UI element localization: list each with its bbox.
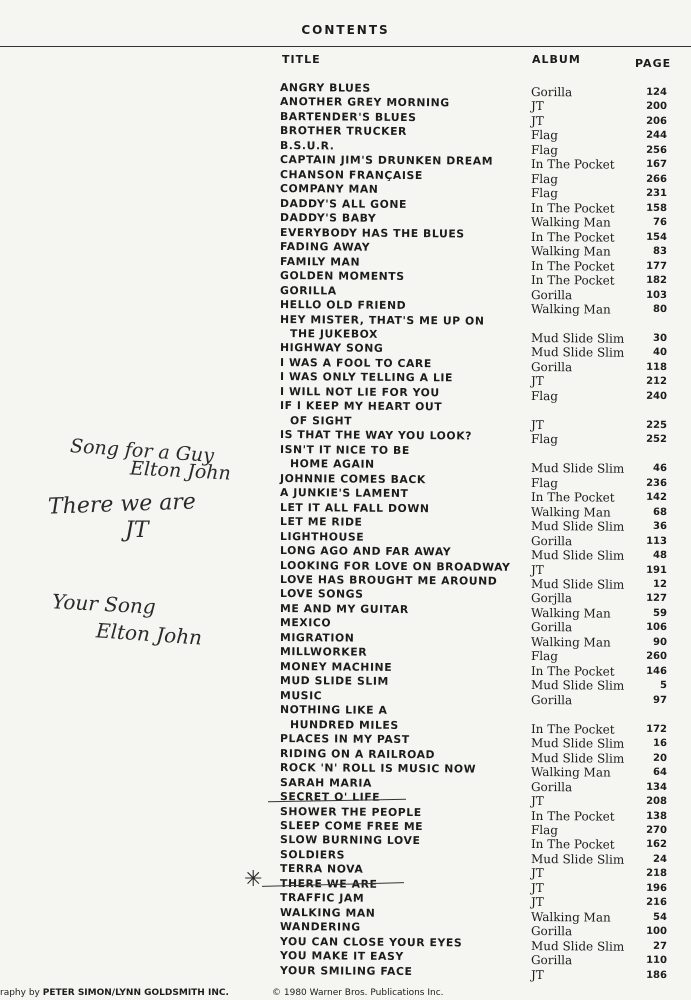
song-title: DADDY'S ALL GONE bbox=[279, 196, 408, 211]
song-title: CAPTAIN JIM'S DRUNKEN DREAM bbox=[279, 153, 494, 169]
page-number: 12 bbox=[653, 578, 668, 591]
song-title: IS THAT THE WAY YOU LOOK? bbox=[279, 428, 473, 443]
page-number: 154 bbox=[646, 231, 668, 243]
song-title: RIDING ON A RAILROAD bbox=[279, 746, 436, 761]
song-title: A JUNKIE'S LAMENT bbox=[279, 486, 409, 501]
album-name: Walking Man bbox=[530, 634, 611, 650]
album-name: In The Pocket bbox=[530, 157, 615, 172]
album-name: Mud Slide Slim bbox=[530, 678, 625, 693]
album-name: Mud Slide Slim bbox=[530, 576, 625, 592]
page-number: 124 bbox=[646, 86, 668, 99]
song-title: GORILLA bbox=[279, 283, 337, 298]
page-number: 146 bbox=[646, 665, 668, 677]
page-number: 40 bbox=[653, 347, 668, 359]
song-title: I WAS A FOOL TO CARE bbox=[279, 355, 432, 371]
song-title: WALKING MAN bbox=[279, 905, 376, 920]
song-title: BARTENDER'S BLUES bbox=[279, 109, 417, 125]
page-number: 110 bbox=[646, 955, 668, 967]
album-name: Walking Man bbox=[530, 605, 611, 621]
song-title: LOOKING FOR LOVE ON BROADWAY bbox=[279, 558, 511, 574]
album-name: Walking Man bbox=[530, 909, 611, 925]
album-name: JT bbox=[530, 99, 544, 114]
song-title: SECRET O' LIFE bbox=[279, 790, 381, 804]
page-number: 196 bbox=[646, 882, 668, 894]
page-number: 97 bbox=[653, 694, 668, 706]
album-name: Gorilla bbox=[530, 779, 573, 794]
song-title: ISN'T IT NICE TO BE bbox=[279, 442, 410, 457]
album-name: JT bbox=[530, 113, 544, 129]
album-name: Gorilla bbox=[530, 953, 573, 968]
song-title: GOLDEN MOMENTS bbox=[279, 269, 405, 284]
page-number: 218 bbox=[646, 868, 668, 880]
album-name: JT bbox=[530, 967, 544, 982]
page-number: 260 bbox=[646, 651, 668, 663]
album-name: JT bbox=[530, 562, 544, 577]
column-header-page: PAGE bbox=[635, 57, 672, 70]
page-number: 158 bbox=[646, 202, 668, 214]
page-number: 244 bbox=[646, 130, 668, 142]
album-name: Flag bbox=[530, 128, 559, 143]
song-title: SARAH MARIA bbox=[279, 775, 373, 790]
header-rule bbox=[0, 46, 691, 47]
song-title: HEY MISTER, THAT'S ME UP ON bbox=[279, 312, 485, 328]
page-number: 68 bbox=[653, 506, 668, 518]
handwritten-note-line-5: Your Song bbox=[51, 589, 157, 619]
page-number: 83 bbox=[653, 246, 668, 258]
song-title: HUNDRED MILES bbox=[289, 717, 399, 732]
album-name: Walking Man bbox=[530, 215, 611, 230]
pen-asterisk-mark: ✳ bbox=[244, 867, 263, 892]
page-number: 118 bbox=[646, 361, 668, 373]
song-title: SLEEP COME FREE ME bbox=[279, 818, 424, 834]
song-title: EVERYBODY HAS THE BLUES bbox=[279, 225, 465, 241]
song-title: MEXICO bbox=[279, 616, 332, 630]
album-name: Gorilla bbox=[530, 533, 573, 548]
album-name: Mud Slide Slim bbox=[530, 461, 625, 476]
album-name: Mud Slide Slim bbox=[530, 938, 625, 954]
song-title: LOVE SONGS bbox=[279, 587, 364, 602]
contents-heading: CONTENTS bbox=[301, 23, 390, 37]
page-number: 46 bbox=[653, 463, 668, 475]
song-title: SLOW BURNING LOVE bbox=[279, 833, 421, 848]
song-title: ME AND MY GUITAR bbox=[279, 601, 409, 616]
album-name: Gorilla bbox=[530, 287, 573, 302]
page-number: 59 bbox=[653, 607, 668, 619]
page-number: 167 bbox=[646, 159, 668, 171]
page-number: 191 bbox=[646, 564, 668, 576]
album-name: JT bbox=[530, 866, 544, 881]
song-title: CHANSON FRANÇAISE bbox=[279, 167, 423, 182]
song-title: I WILL NOT LIE FOR YOU bbox=[279, 384, 440, 400]
album-name: In The Pocket bbox=[530, 273, 615, 288]
song-title: COMPANY MAN bbox=[279, 182, 379, 197]
album-name: Mud Slide Slim bbox=[530, 330, 625, 346]
album-name: Mud Slide Slim bbox=[530, 736, 625, 751]
page-number: 27 bbox=[653, 940, 668, 952]
page-number: 212 bbox=[646, 376, 668, 388]
song-title: MUD SLIDE SLIM bbox=[279, 674, 389, 689]
page-number: 48 bbox=[653, 549, 668, 562]
page-number: 20 bbox=[653, 752, 668, 764]
song-title: LIGHTHOUSE bbox=[279, 529, 365, 544]
page-number: 208 bbox=[646, 795, 668, 808]
album-name: Gorilla bbox=[530, 692, 573, 708]
song-title: MILLWORKER bbox=[279, 645, 368, 660]
song-title: MONEY MACHINE bbox=[279, 659, 393, 674]
album-name: In The Pocket bbox=[530, 837, 615, 853]
song-title: ANOTHER GREY MORNING bbox=[279, 95, 450, 110]
album-name: Mud Slide Slim bbox=[530, 851, 625, 867]
album-name: Walking Man bbox=[530, 765, 611, 780]
album-name: Mud Slide Slim bbox=[530, 345, 625, 361]
page-number: 252 bbox=[646, 434, 668, 446]
handwritten-note-line-6: Elton John bbox=[95, 618, 203, 650]
album-name: JT bbox=[530, 880, 544, 895]
song-title: SOLDIERS bbox=[279, 847, 346, 862]
column-header-title: TITLE bbox=[282, 53, 321, 66]
song-title: IF I KEEP MY HEART OUT bbox=[279, 399, 443, 414]
page-number: 106 bbox=[646, 622, 668, 634]
song-title: B.S.U.R. bbox=[279, 138, 335, 153]
song-title: FADING AWAY bbox=[279, 240, 371, 254]
page-number: 16 bbox=[653, 738, 668, 750]
handwritten-note-line-4: JT bbox=[125, 518, 149, 543]
song-title: ANGRY BLUES bbox=[279, 81, 371, 95]
page-number: 142 bbox=[646, 492, 668, 504]
song-title: JOHNNIE COMES BACK bbox=[279, 471, 426, 486]
album-name: In The Pocket bbox=[530, 808, 615, 824]
page-number: 24 bbox=[653, 853, 668, 865]
page-number: 177 bbox=[646, 260, 668, 272]
album-name: Flag bbox=[530, 171, 559, 186]
album-name: Mud Slide Slim bbox=[530, 519, 625, 534]
song-title: YOU CAN CLOSE YOUR EYES bbox=[279, 934, 463, 950]
song-title: SHOWER THE PEOPLE bbox=[279, 804, 422, 819]
song-title: THE JUKEBOX bbox=[289, 327, 379, 341]
album-name: Walking Man bbox=[530, 244, 611, 259]
album-name: Flag bbox=[530, 142, 559, 158]
song-title: FAMILY MAN bbox=[279, 254, 361, 269]
handwritten-note-line-3: There we are bbox=[47, 489, 197, 520]
photo-credit-prefix: raphy by bbox=[0, 988, 43, 998]
copyright-notice: © 1980 Warner Bros. Publications Inc. bbox=[272, 988, 444, 998]
album-name: In The Pocket bbox=[530, 200, 615, 216]
song-title: LET IT ALL FALL DOWN bbox=[279, 500, 430, 515]
album-name: Gorilla bbox=[530, 924, 573, 939]
handwritten-note-line-1: Song for a Guy bbox=[69, 435, 215, 467]
album-name: Flag bbox=[530, 388, 559, 404]
page-number: 100 bbox=[646, 926, 668, 938]
page-number: 36 bbox=[653, 521, 668, 533]
album-name: In The Pocket bbox=[530, 490, 615, 505]
album-name: Mud Slide Slim bbox=[530, 750, 625, 766]
song-title: YOU MAKE IT EASY bbox=[279, 949, 404, 964]
photo-credit bbox=[0, 988, 229, 998]
album-name: Flag bbox=[530, 475, 559, 490]
page-number: 200 bbox=[646, 101, 668, 113]
album-name: JT bbox=[530, 793, 544, 809]
song-title: I WAS ONLY TELLING A LIE bbox=[279, 370, 454, 385]
song-title: BROTHER TRUCKER bbox=[279, 124, 408, 139]
page-number: 182 bbox=[646, 274, 668, 287]
page-number: 103 bbox=[646, 289, 668, 301]
album-name: Gorjlla bbox=[530, 591, 573, 606]
page-number: 172 bbox=[646, 723, 668, 735]
song-title: YOUR SMILING FACE bbox=[279, 963, 413, 978]
song-title: ROCK 'N' ROLL IS MUSIC NOW bbox=[279, 761, 477, 776]
page-number: 76 bbox=[653, 217, 668, 229]
song-title: WANDERING bbox=[279, 920, 361, 934]
album-name: In The Pocket bbox=[530, 663, 615, 679]
song-title: THERE WE ARE bbox=[279, 876, 378, 891]
album-name: JT bbox=[530, 374, 544, 389]
song-title: DADDY'S BABY bbox=[279, 211, 377, 225]
column-header-album: ALBUM bbox=[532, 53, 581, 66]
album-name: Mud Slide Slim bbox=[530, 548, 625, 563]
album-name: Gorilla bbox=[530, 620, 573, 635]
song-title: NOTHING LIKE A bbox=[279, 703, 388, 718]
page-number: 216 bbox=[646, 897, 668, 909]
page-number: 206 bbox=[646, 115, 668, 127]
album-name: Flag bbox=[530, 649, 559, 664]
album-name: Walking Man bbox=[530, 302, 611, 317]
page-number: 256 bbox=[646, 144, 668, 156]
album-name: Gorilla bbox=[530, 359, 573, 375]
page-number: 64 bbox=[653, 767, 668, 779]
album-name: Walking Man bbox=[530, 504, 611, 520]
page-number: 240 bbox=[646, 390, 668, 402]
album-name: Gorilla bbox=[530, 84, 573, 100]
album-name: In The Pocket bbox=[530, 258, 615, 274]
song-title: LET ME RIDE bbox=[279, 515, 363, 529]
song-title: LOVE HAS BROUGHT ME AROUND bbox=[279, 572, 498, 588]
page-number: 270 bbox=[646, 824, 668, 837]
album-name: In The Pocket bbox=[530, 721, 615, 737]
page-number: 162 bbox=[646, 839, 668, 851]
page-number: 266 bbox=[646, 173, 668, 185]
page-number: 90 bbox=[653, 636, 668, 648]
page-number: 80 bbox=[653, 303, 668, 316]
page-number: 138 bbox=[646, 810, 668, 822]
page-number: 54 bbox=[653, 911, 668, 923]
page-number: 225 bbox=[646, 419, 668, 431]
song-title: TERRA NOVA bbox=[279, 862, 364, 877]
song-title: TRAFFIC JAM bbox=[279, 891, 365, 905]
song-title: LONG AGO AND FAR AWAY bbox=[279, 544, 452, 559]
album-name: In The Pocket bbox=[530, 229, 615, 245]
song-title: HIGHWAY SONG bbox=[279, 341, 384, 356]
song-title: MIGRATION bbox=[279, 630, 355, 645]
album-name: Flag bbox=[530, 186, 559, 201]
page-number: 186 bbox=[646, 969, 668, 981]
album-name: Flag bbox=[530, 432, 559, 447]
album-name: JT bbox=[530, 895, 544, 910]
page-number: 30 bbox=[653, 332, 668, 345]
page-number: 231 bbox=[646, 188, 668, 200]
song-title: MUSIC bbox=[279, 688, 323, 703]
page-number: 134 bbox=[646, 781, 668, 793]
song-title: HOME AGAIN bbox=[289, 457, 375, 471]
song-title: HELLO OLD FRIEND bbox=[279, 298, 407, 313]
page-number: 236 bbox=[646, 477, 668, 489]
song-title: PLACES IN MY PAST bbox=[279, 732, 410, 747]
album-name: JT bbox=[530, 417, 544, 432]
song-title: OF SIGHT bbox=[289, 413, 353, 428]
album-name: Flag bbox=[530, 822, 559, 838]
page-number: 5 bbox=[659, 680, 668, 692]
page-number: 113 bbox=[646, 535, 668, 547]
photo-credit-names: PETER SIMON/LYNN GOLDSMITH INC. bbox=[42, 988, 229, 998]
handwritten-note-line-2: Elton John bbox=[129, 457, 232, 485]
page-number: 127 bbox=[646, 593, 668, 605]
